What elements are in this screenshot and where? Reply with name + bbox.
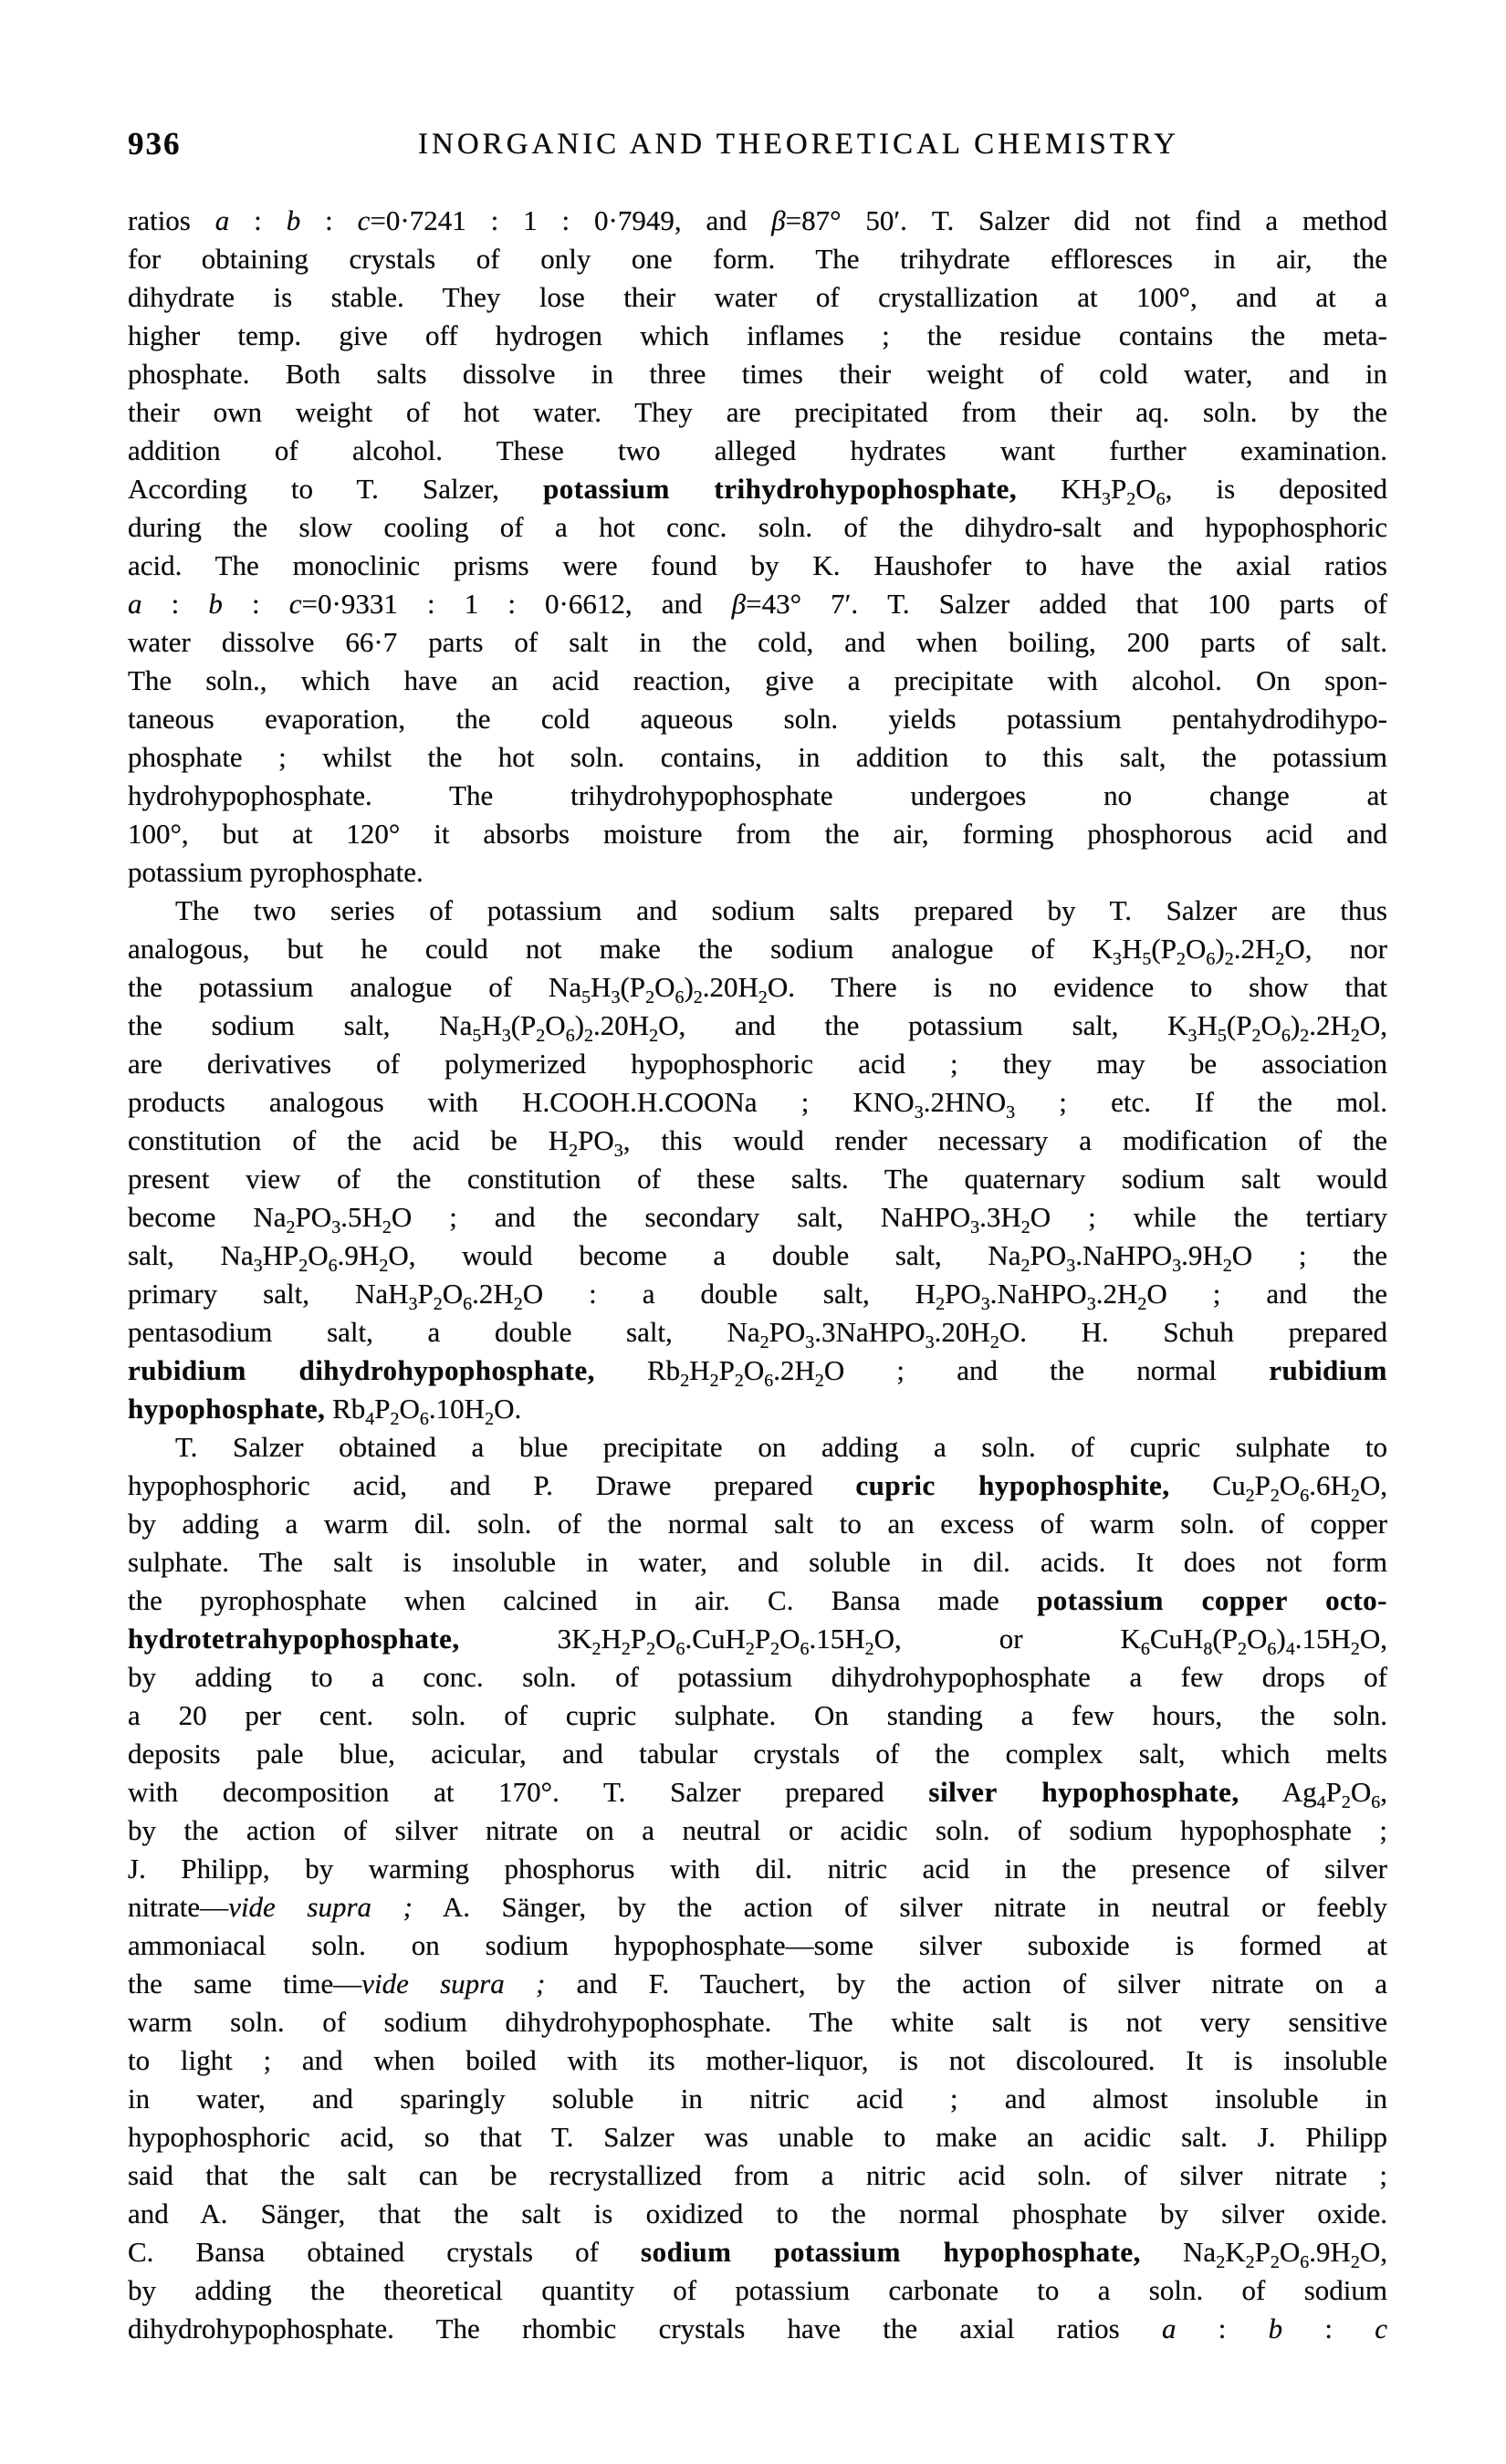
text-line: sulphate. The salt is insoluble in water, and soluble in dil. acids. It does not form xyxy=(128,1546,1387,1578)
text-line: to light ; and when boiled with its mother-liquor, is not discoloured. It is insoluble xyxy=(128,2044,1387,2076)
text-line: warm soln. of sodium dihydrohypophosphate. The white salt is not very sensitive xyxy=(128,2006,1387,2038)
text-line: salt, $Na_3HP_2O_6.9H_2O$, would become a double salt, $Na_2PO_3.NaHPO_3.9H_2O$ ; the xyxy=(128,1239,1387,1276)
text-line: ratios a : b : c=0·7241 : 1 : 0·7949, and β=87° 50′. T. Salzer did not find a method xyxy=(128,204,1387,236)
text-line: the same time—vide supra ; and F. Tauchert, by the action of silver nitrate on a xyxy=(128,1968,1387,1999)
text-line: analogous, but he could not make the sodium analogue of $K_3H_5(P_2O_6)_2.2H_2O$, nor xyxy=(128,933,1387,969)
text-line: for obtaining crystals of only one form. The trihydrate effloresces in air, the xyxy=(128,243,1387,275)
text-line: and A. Sänger, that the salt is oxidized to the normal phosphate by silver oxide. xyxy=(128,2198,1387,2229)
text-line: by adding the theoretical quantity of potassium carbonate to a soln. of sodium xyxy=(128,2274,1387,2306)
text-line: pentasodium salt, a double salt, $Na_2PO_3.3NaHPO_3.20H_2O$. H. Schuh prepared xyxy=(128,1316,1387,1352)
text-line: According to T. Salzer, potassium trihydrohypophosphate, $KH_3P_2O_6$, is deposited xyxy=(128,473,1387,509)
text-line: the potassium analogue of $Na_5H_3(P_2O_6)_2.20H_2O$. There is no evidence to show that xyxy=(128,971,1387,1008)
text-line: with decomposition at 170°. T. Salzer prepared silver hypophosphate, $Ag_4P_2O_6$, xyxy=(128,1776,1387,1812)
text-line: deposits pale blue, acicular, and tabular crystals of the complex salt, which melts xyxy=(128,1738,1387,1770)
page-number: 936 xyxy=(128,126,182,162)
text-line: phosphate. Both salts dissolve in three times their weight of cold water, and in xyxy=(128,358,1387,390)
text-line: hypophosphoric acid, so that T. Salzer was unable to make an acidic salt. J. Philipp xyxy=(128,2121,1387,2153)
text-line: potassium pyrophosphate. xyxy=(128,856,424,888)
text-line: their own weight of hot water. They are precipitated from their aq. soln. by the xyxy=(128,396,1387,428)
text-line: by the action of silver nitrate on a neutral or acidic soln. of sodium hypophosphate ; xyxy=(128,1814,1387,1846)
running-head-title: INORGANIC AND THEORETICAL CHEMISTRY xyxy=(418,128,1179,161)
text-line: are derivatives of polymerized hypophosphoric acid ; they may be association xyxy=(128,1048,1387,1080)
text-line: a 20 per cent. soln. of cupric sulphate. On standing a few hours, the soln. xyxy=(128,1699,1387,1731)
text-line: water dissolve 66·7 parts of salt in the cold, and when boiling, 200 parts of salt. xyxy=(128,626,1387,658)
text-line: the pyrophosphate when calcined in air. C. Bansa made potassium copper octo- xyxy=(128,1584,1387,1616)
text-line: addition of alcohol. These two alleged hydrates want further examination. xyxy=(128,434,1387,466)
text-line: become $Na_2PO_3.5H_2O$ ; and the secondary salt, $NaHPO_3.3H_2O$ ; while the tertiary xyxy=(128,1201,1387,1237)
text-line: The two series of potassium and sodium salts prepared by T. Salzer are thus xyxy=(175,894,1387,926)
text-line: in water, and sparingly soluble in nitric acid ; and almost insoluble in xyxy=(128,2083,1387,2114)
text-line: nitrate—vide supra ; A. Sänger, by the action of silver nitrate in neutral or feebly xyxy=(128,1891,1387,1923)
body-text xyxy=(128,202,1387,2348)
text-line: a : b : c=0·9331 : 1 : 0·6612, and β=43° 7′. T. Salzer added that 100 parts of xyxy=(128,588,1387,620)
text-line: hydrotetrahypophosphate, $3K_2H_2P_2O_6.CuH_2P_2O_6.15H_2O$, or $K_6CuH_8(P_2O_6)_4.15H_2O$, xyxy=(128,1623,1387,1659)
text-line: by adding a warm dil. soln. of the normal salt to an excess of warm soln. of copper xyxy=(128,1508,1387,1540)
text-line: present view of the constitution of these salts. The quaternary sodium salt would xyxy=(128,1163,1387,1195)
text-line: The soln., which have an acid reaction, give a precipitate with alcohol. On spon- xyxy=(128,664,1387,696)
text-line: hydrohypophosphate. The trihydrohypophosphate undergoes no change at xyxy=(128,779,1387,811)
text-line: T. Salzer obtained a blue precipitate on adding a soln. of cupric sulphate to xyxy=(175,1431,1387,1463)
text-line: rubidium dihydrohypophosphate, $Rb_2H_2P_2O_6.2H_2O$ ; and the normal rubidium xyxy=(128,1354,1387,1391)
text-line: said that the salt can be recrystallized from a nitric acid soln. of silver nitrate ; xyxy=(128,2159,1387,2191)
text-line: by adding to a conc. soln. of potassium dihydrohypophosphate a few drops of xyxy=(128,1661,1387,1693)
text-line: primary salt, $NaH_3P_2O_6.2H_2O$ : a double salt, $H_2PO_3.NaHPO_3.2H_2O$ ; and the xyxy=(128,1278,1387,1314)
text-line: taneous evaporation, the cold aqueous soln. yields potassium pentahydrodihypo- xyxy=(128,703,1387,735)
text-line: dihydrate is stable. They lose their water of crystallization at 100°, and at a xyxy=(128,281,1387,313)
text-line: hypophosphate, $Rb_4P_2O_6.10H_2O$. xyxy=(128,1393,522,1429)
text-line: 100°, but at 120° it absorbs moisture from the air, forming phosphorous acid and xyxy=(128,818,1387,850)
text-line: dihydrohypophosphate. The rhombic crystals have the axial ratios a : b : c xyxy=(128,2313,1387,2344)
text-line: C. Bansa obtained crystals of sodium potassium hypophosphate, $Na_2K_2P_2O_6.9H_2O$, xyxy=(128,2236,1387,2272)
text-line: J. Philipp, by warming phosphorus with dil. nitric acid in the presence of silver xyxy=(128,1853,1387,1885)
text-line: during the slow cooling of a hot conc. soln. of the dihydro-salt and hypophosphoric xyxy=(128,511,1387,543)
text-line: the sodium salt, $Na_5H_3(P_2O_6)_2.20H_2O$, and the potassium salt, $K_3H_5(P_2O_6)_2.2H_2O$, xyxy=(128,1009,1387,1046)
text-line: ammoniacal soln. on sodium hypophosphate—some silver suboxide is formed at xyxy=(128,1929,1387,1961)
text-line: acid. The monoclinic prisms were found by K. Haushofer to have the axial ratios xyxy=(128,549,1387,581)
text-line: hypophosphoric acid, and P. Drawe prepared cupric hypophosphite, $Cu_2P_2O_6.6H_2O$, xyxy=(128,1469,1387,1506)
text-line: constitution of the acid be $H_2PO_3$, this would render necessary a modification of the xyxy=(128,1124,1387,1161)
text-line: higher temp. give off hydrogen which inflames ; the residue contains the meta- xyxy=(128,319,1387,351)
text-line: products analogous with H.COOH.H.COONa ; $KNO_3.2HNO_3$ ; etc. If the mol. xyxy=(128,1086,1387,1122)
text-line: phosphate ; whilst the hot soln. contains, in addition to this salt, the potassium xyxy=(128,741,1387,773)
running-head xyxy=(128,126,1387,166)
